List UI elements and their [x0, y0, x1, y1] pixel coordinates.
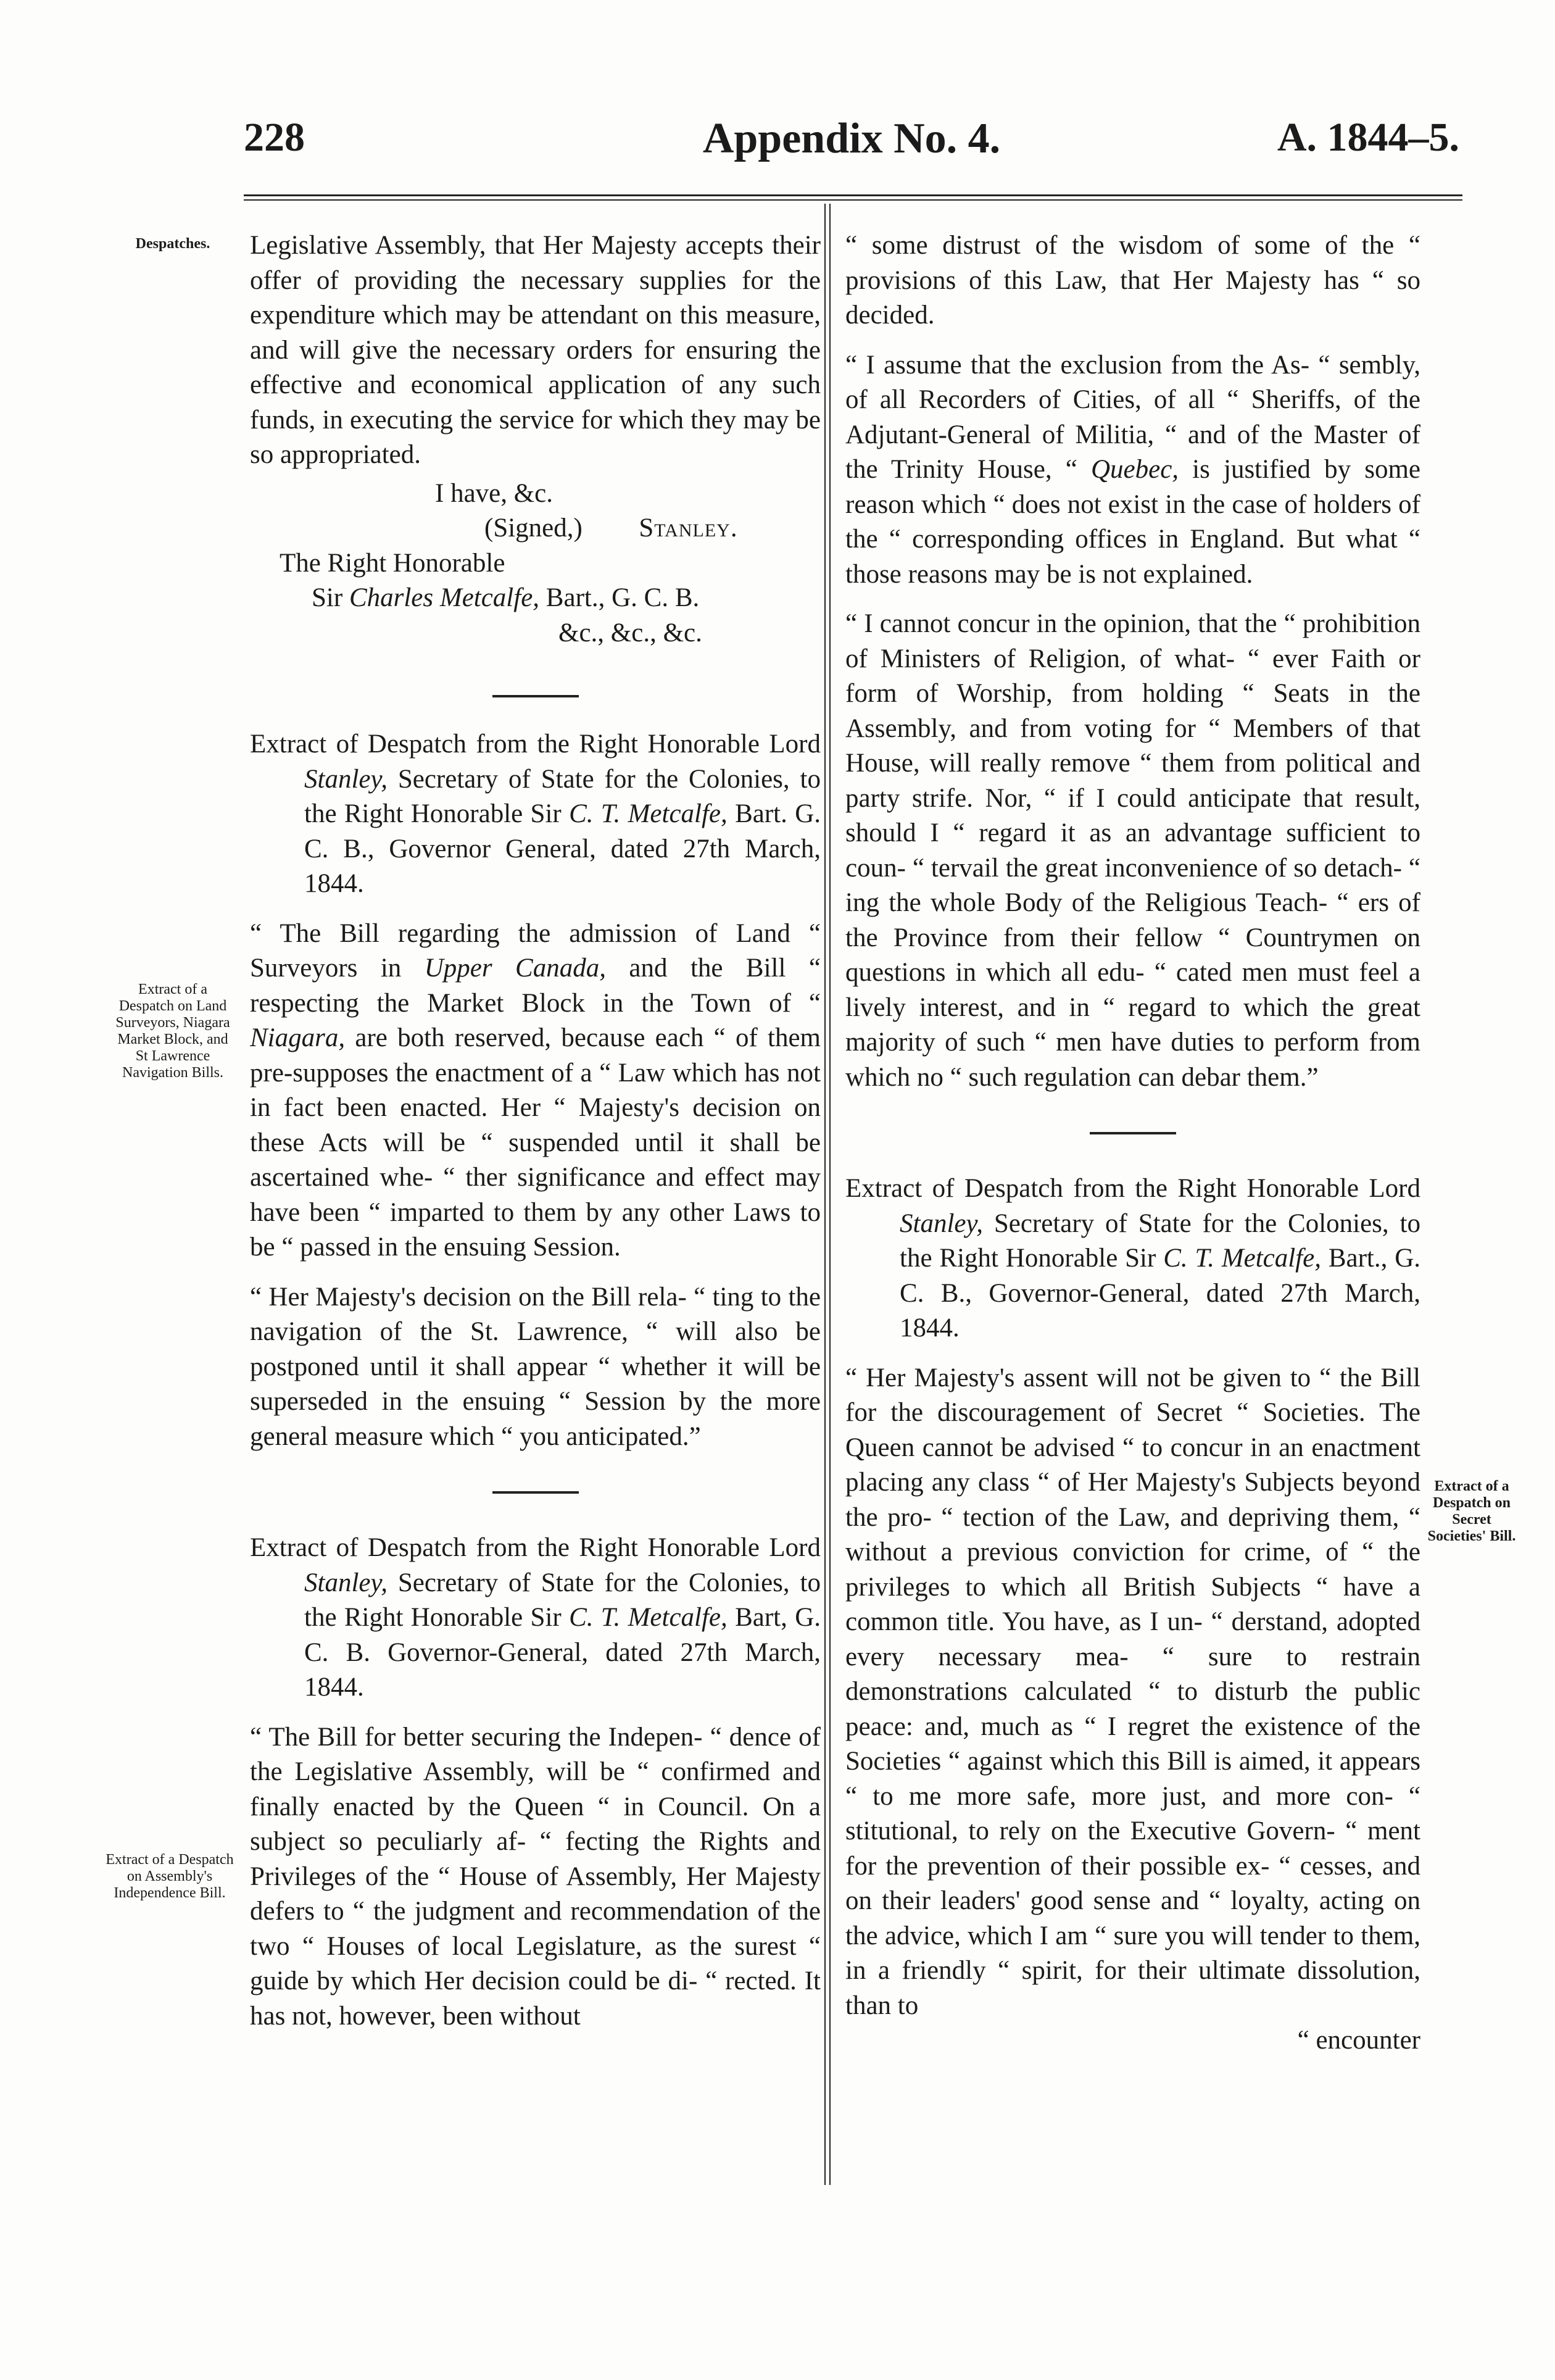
closing: I have, &c.: [435, 478, 554, 508]
margin-note-secret-societies: Extract of a Despatch on Secret Societies' Bill.: [1427, 1478, 1516, 1544]
extract-heading: Extract of Despatch from the Right Honorable Lord Stanley, Secretary of State for the Colonies, to the Right Honorable Sir C. T. Metcalfe, Bart., G. C. B., Governor-General, dated 27th March, 1844.: [845, 1174, 1421, 1342]
quoted-paragraph: “ I cannot concur in the opinion, that the “ prohibition of Ministers of Religion, of what- “ ever Faith or form of Worship, from holding “ Seats in the Assembly, and from voting for “ Members of that House, will really remove “ them from political and party strife. Nor, “ if I could anticipate that result, should I “ regard it as an advantage sufficient to coun- “ tervail the great inconvenience of so detach- “ ing the whole Body of the Religious Teach- “ ers of the Province from their fellow “ Countrymen on questions in which all edu- “ cated men must feel a lively interest, and in “ regard to which the great majority of such “ men have duties to perform from which no “ such regulation can debar them.”: [845, 609, 1420, 1092]
margin-note-land-surveyors: Extract of a Despatch on Land Surveyors, Niagara Market Block, and St Lawrence Navigation Bills.: [115, 981, 230, 1081]
header-rule-bottom: [244, 199, 1462, 201]
quoted-paragraph: “ Her Majesty's assent will not be given to “ the Bill for the discouragement of Secret “ Societies. The Queen cannot be advised “ to concur in an enactment placing any class “ of Her Majesty's Subjects beyond the pro- “ tection of the Law, and depriving them, “ without a previous conviction for crime, of “ the privileges to which all British Subjects “ have a common title. You have, as I un- “ derstand, adopted every necessary mea- “ sure to restrain demonstrations calculated “ to disturb the public peace: and, much as “ I regret the existence of the Societies “ against which this Bill is aimed, it appears “ to me more safe, more just, and more con- “ stitutional, to rely on the Executive Govern- “ ment for the prevention of their possible ex- “ cesses, and on their leaders' good sense and “ loyalty, acting on the advice, which I am “ sure you will tender to them, in a friendly “ spirit, for their ultimate dissolution, than to: [845, 1363, 1420, 2020]
quoted-paragraph: “ The Bill regarding the admission of Land “ Surveyors in Upper Canada, and the Bill “ respecting the Market Block in the Town of “ Niagara, are both reserved, because each “ of them pre-supposes the enactment of a “ Law which has not in fact been enacted. Her “ Majesty's decision on these Acts will be “ suspended until it shall be ascertained whe- “ ther significance and effect may have been “ imparted to them by any other Laws to be “ passed in the ensuing Session.: [250, 918, 821, 1262]
section-separator: [492, 695, 579, 697]
signer-name: Stanley.: [639, 514, 738, 543]
quoted-paragraph: “ Her Majesty's decision on the Bill rela- “ ting to the navigation of the St. Lawrence, “ will also be postponed until it shall appear “ whether it will be superseded in the ensuing “ Session by the more general measure which “ you anticipated.”: [250, 1282, 821, 1451]
quoted-paragraph: “ I assume that the exclusion from the As- “ sembly, of all Recorders of Cities, of all “ Sheriffs, of the Adjutant-General of Militia, “ and of the Master of the Trinity House, “ Quebec, is justified by some reason which “ does not exist in the case of holders of the “ corresponding offices in England. But what “ those reasons may be is not explained.: [845, 350, 1420, 589]
left-column: [250, 228, 821, 2049]
extract-heading: Extract of Despatch from the Right Honorable Lord Stanley, Secretary of State for the Colonies, to the Right Honorable Sir C. T. Metcalfe, Bart. G. C. B., Governor General, dated 27th March, 1844.: [250, 730, 821, 898]
page-title: Appendix No. 4.: [702, 115, 1001, 162]
signature-block: [250, 476, 821, 651]
column-divider: [829, 204, 831, 2185]
column-divider: [824, 204, 826, 2185]
addressee-line: The Right Honorable: [280, 548, 505, 578]
margin-note-despatches: Despatches.: [135, 236, 210, 252]
quoted-paragraph: “ The Bill for better securing the Indepen- “ dence of the Legislative Assembly, will be “ confirmed and finally enacted by the Queen “ in Council. On a subject so peculiarly af- “ fecting the Rights and Privileges of the “ House of Assembly, Her Majesty defers to “ the judgment and recommendation of the two “ Houses of local Legislature, as the surest “ guide by which Her decision could be di- “ rected. It has not, however, been without: [250, 1722, 821, 2031]
page-number: 228: [244, 115, 305, 160]
page-header: [244, 114, 1459, 170]
addressee-line: &c., &c., &c.: [558, 618, 702, 647]
right-column: [845, 228, 1420, 2058]
header-rule-top: [244, 194, 1462, 196]
addressee-line: Sir Charles Metcalfe, Bart., G. C. B.: [312, 583, 700, 612]
session-year: A. 1844–5.: [1277, 115, 1459, 160]
catchword: “ encounter: [1297, 2026, 1420, 2055]
signed-label: (Signed,): [484, 514, 583, 543]
section-separator: [1090, 1132, 1176, 1134]
paragraph: Legislative Assembly, that Her Majesty accepts their offer of providing the necessary supplies for the expenditure which may be attendant on this measure, and will give the necessary orders for ensuring the effective and economical application of any such funds, in executing the service for which they may be so appropriated.: [250, 231, 821, 469]
section-separator: [492, 1491, 579, 1494]
extract-heading: Extract of Despatch from the Right Honorable Lord Stanley, Secretary of State for the Colonies, to the Right Honorable Sir C. T. Metcalfe, Bart, G. C. B. Governor-General, dated 27th March, 1844.: [250, 1533, 821, 1702]
margin-note-independence: Extract of a Despatch on Assembly's Independence Bill.: [106, 1852, 234, 1901]
signed-line: [250, 511, 821, 546]
quoted-paragraph: “ some distrust of the wisdom of some of the “ provisions of this Law, that Her Majesty has “ so decided.: [845, 231, 1420, 330]
